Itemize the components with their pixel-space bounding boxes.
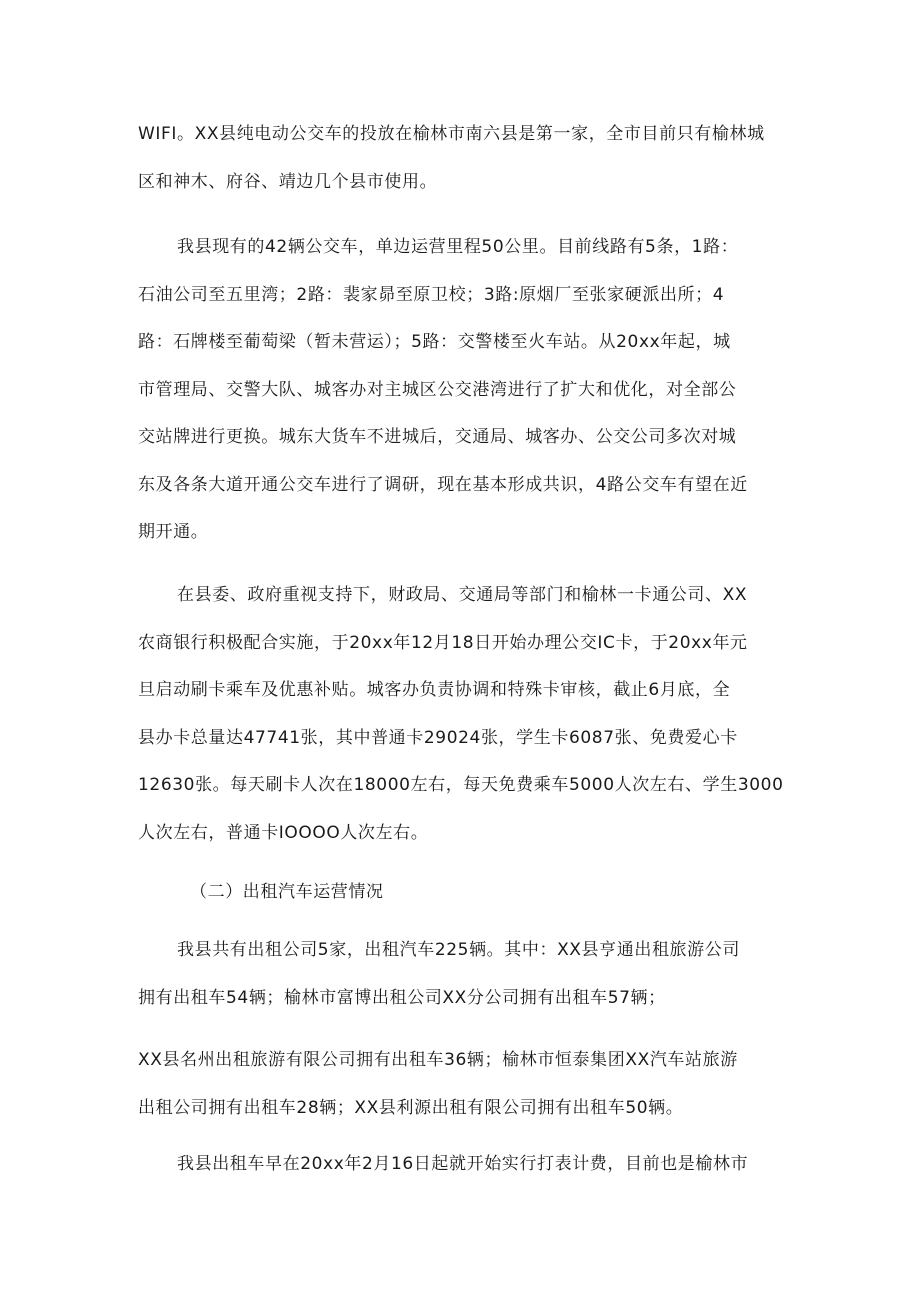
paragraph-line: 期开通。	[138, 522, 209, 542]
paragraph-line: 交站牌进行更换。城东大货车不进城后，交通局、城客办、公交公司多次对城	[138, 427, 737, 447]
paragraph-line: 东及各条大道开通公交车进行了调研，现在基本形成共识，4路公交车有望在近	[138, 475, 748, 495]
paragraph-line: 我县现有的42辆公交车，单边运营里程50公里。目前线路有5条，1路：	[177, 237, 739, 257]
paragraph-line: 拥有出租车54辆；榆林市富博出租公司XX分公司拥有出租车57辆；	[138, 988, 666, 1008]
paragraph-line: 区和神木、府谷、靖边几个县市使用。	[138, 172, 438, 192]
paragraph-line: WIFI。XX县纯电动公交车的投放在榆林市南六县是第一家，全市目前只有榆林城	[138, 124, 765, 144]
paragraph-line: 在县委、政府重视支持下，财政局、交通局等部门和榆林一卡通公司、XX	[177, 585, 748, 605]
paragraph-line: 出租公司拥有出租车28辆；XX县利源出租有限公司拥有出租车50辆。	[138, 1098, 684, 1118]
paragraph-line: 旦启动刷卡乘车及优惠补贴。城客办负责协调和特殊卡审核，截止6月底，全	[138, 680, 731, 700]
paragraph-line: 县办卡总量达47741张，其中普通卡29024张，学生卡6087张、免费爱心卡	[138, 728, 738, 748]
paragraph-line: 路：石牌楼至葡萄梁（暂未营运）；5路：交警楼至火车站。从20xx年起，城	[138, 332, 731, 352]
paragraph-line: 人次左右，普通卡IOOOO人次左右。	[138, 823, 429, 843]
paragraph-line: 农商银行积极配合实施，于20xx年12月18日开始办理公交IC卡，于20xx年元	[138, 633, 748, 653]
paragraph-line: 市管理局、交警大队、城客办对主城区公交港湾进行了扩大和优化，对全部公	[138, 380, 737, 400]
paragraph-line: 石油公司至五里湾；2路：裴家昴至原卫校；3路:原烟厂至张家硬派出所；4	[138, 285, 725, 305]
paragraph-line: XX县名州出租旅游有限公司拥有出租车36辆；榆林市恒泰集团XX汽车站旅游	[138, 1050, 738, 1070]
paragraph-line: 我县出租车早在20xx年2月16日起就开始实行打表计费，目前也是榆林市	[177, 1154, 749, 1174]
paragraph-line: 12630张。每天刷卡人次在18000左右，每天免费乘车5000人次左右、学生3000	[138, 775, 784, 795]
paragraph-line: 我县共有出租公司5家，出租汽车225辆。其中：XX县亨通出租旅游公司	[177, 940, 740, 960]
section-heading: （二）出租汽车运营情况	[190, 882, 384, 902]
